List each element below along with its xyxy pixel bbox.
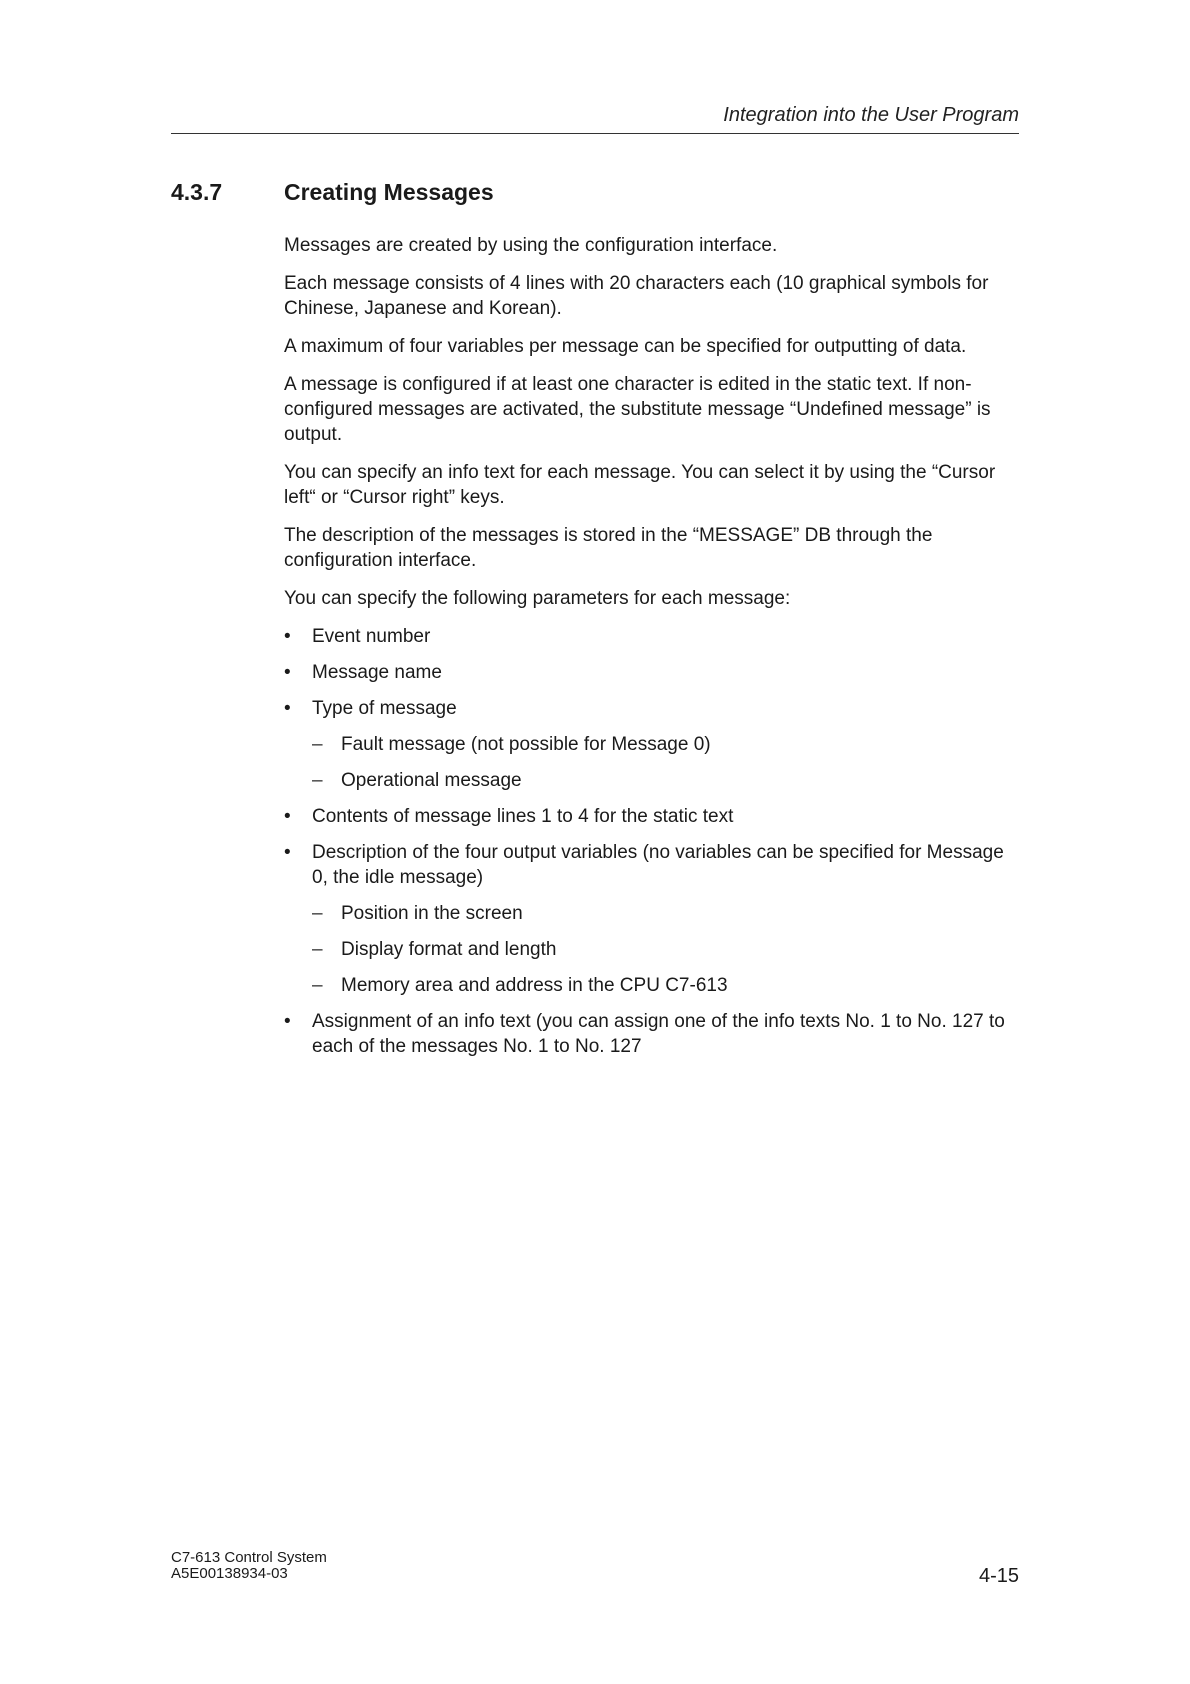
- bullet-icon: •: [284, 662, 291, 683]
- paragraph: A message is configured if at least one character is edited in the static text. If non-configured messages are activated, the substitute message “Undefined message” is output.: [284, 374, 991, 445]
- bullet-icon: •: [284, 806, 291, 827]
- footer-document-info: [171, 1550, 327, 1582]
- paragraph: You can specify the following parameters for each message:: [284, 588, 791, 609]
- dash-icon: –: [312, 939, 323, 960]
- list-item-text: Event number: [312, 626, 431, 647]
- list-item: [284, 1009, 1024, 1059]
- list-item-text: Message name: [312, 662, 442, 683]
- list-item: [284, 804, 1024, 829]
- dash-icon: –: [312, 903, 323, 924]
- running-header: Integration into the User Program: [723, 104, 1019, 126]
- sub-list-item-text: Position in the screen: [341, 903, 523, 924]
- sub-list-item: [284, 937, 1024, 962]
- sub-list-item: [284, 973, 1024, 998]
- body-text: [284, 233, 1024, 1070]
- footer-product: C7-613 Control System: [171, 1549, 327, 1566]
- paragraph: Each message consists of 4 lines with 20 characters each (10 graphical symbols for Chinese, Japanese and Korean).: [284, 273, 989, 319]
- paragraph: You can specify an info text for each message. You can select it by using the “Cursor left“ or “Cursor right” keys.: [284, 462, 996, 508]
- section-title: Creating Messages: [284, 179, 494, 205]
- list-item: [284, 624, 1024, 649]
- bullet-icon: •: [284, 1011, 291, 1032]
- sub-list-item: [284, 768, 1024, 793]
- list-item: [284, 696, 1024, 721]
- paragraph: A maximum of four variables per message can be specified for outputting of data.: [284, 336, 967, 357]
- bullet-icon: •: [284, 626, 291, 647]
- sub-list-item-text: Memory area and address in the CPU C7-613: [341, 975, 728, 996]
- section-number: 4.3.7: [171, 179, 223, 205]
- sub-list-item: [284, 732, 1024, 757]
- bullet-icon: •: [284, 842, 291, 863]
- paragraph: Messages are created by using the configuration interface.: [284, 235, 778, 256]
- footer-order-number: A5E00138934-03: [171, 1565, 288, 1582]
- sub-list-item-text: Fault message (not possible for Message 0): [341, 734, 711, 755]
- list-item-text: Assignment of an info text (you can assign one of the info texts No. 1 to No. 127 to each of the messages No. 1 to No. 127: [312, 1011, 1005, 1057]
- list-item: [284, 840, 1024, 890]
- dash-icon: –: [312, 975, 323, 996]
- list-item-text: Type of message: [312, 698, 457, 719]
- list-item-text: Contents of message lines 1 to 4 for the static text: [312, 806, 734, 827]
- header-rule: [171, 133, 1019, 134]
- dash-icon: –: [312, 770, 323, 791]
- page-number: 4-15: [978, 1565, 1019, 1587]
- list-item: [284, 660, 1024, 685]
- sub-list-item-text: Operational message: [341, 770, 522, 791]
- bullet-icon: •: [284, 698, 291, 719]
- dash-icon: –: [312, 734, 323, 755]
- paragraph: The description of the messages is stored in the “MESSAGE” DB through the configuration interface.: [284, 525, 933, 571]
- sub-list-item-text: Display format and length: [341, 939, 557, 960]
- list-item-text: Description of the four output variables (no variables can be specified for Message 0, the idle message): [312, 842, 1004, 888]
- sub-list-item: [284, 901, 1024, 926]
